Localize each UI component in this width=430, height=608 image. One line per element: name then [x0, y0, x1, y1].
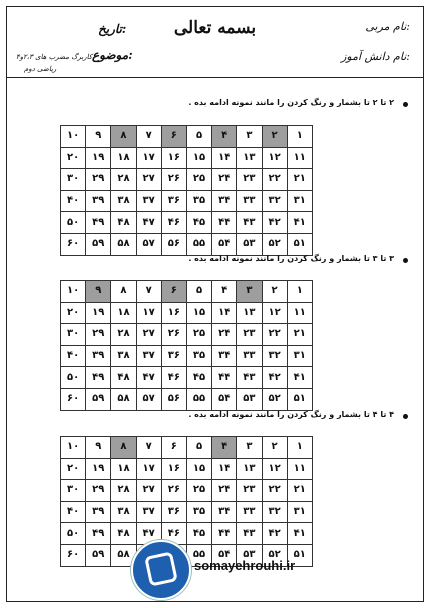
grid-cell[interactable]: ۳۶: [161, 501, 186, 523]
grid-cell[interactable]: ۲۹: [86, 169, 111, 191]
grid-cell[interactable]: ۸: [111, 126, 136, 148]
grid-cell[interactable]: ۸: [111, 281, 136, 303]
grid-cell[interactable]: ۲۶: [161, 480, 186, 502]
grid-cell[interactable]: ۱۱: [287, 302, 312, 324]
grid-cell[interactable]: ۱: [287, 126, 312, 148]
grid-cell[interactable]: ۴۸: [111, 367, 136, 389]
grid-cell[interactable]: ۲: [262, 281, 287, 303]
grid-cell[interactable]: ۴۰: [61, 501, 86, 523]
grid-cell[interactable]: ۴۴: [212, 523, 237, 545]
grid-cell[interactable]: ۷: [136, 126, 161, 148]
grid-cell[interactable]: ۳۹: [86, 501, 111, 523]
grid-cell[interactable]: ۵۲: [262, 388, 287, 410]
grid-cell[interactable]: ۹: [86, 437, 111, 459]
grid-cell[interactable]: ۳۴: [212, 345, 237, 367]
grid-cell[interactable]: ۳۹: [86, 190, 111, 212]
grid-cell[interactable]: ۴۹: [86, 212, 111, 234]
grid-cell[interactable]: ۴۱: [287, 523, 312, 545]
bullet-icon: [403, 102, 408, 107]
grid-cell[interactable]: ۴۸: [111, 212, 136, 234]
grid-cell[interactable]: ۶: [161, 126, 186, 148]
instruction-1: ۲ تا ۲ تا بشمار و رنگ کردن را مانند نمونه ادامه بده .: [188, 98, 394, 107]
grid-cell[interactable]: ۴۰: [61, 190, 86, 212]
grid-cell[interactable]: ۳۸: [111, 190, 136, 212]
grid-cell[interactable]: ۳۵: [186, 190, 211, 212]
grid-cell[interactable]: ۴۱: [287, 367, 312, 389]
grid-cell[interactable]: ۴۸: [111, 523, 136, 545]
grid-cell[interactable]: ۲۸: [111, 480, 136, 502]
grid-cell[interactable]: ۱۶: [161, 147, 186, 169]
grid-cell[interactable]: ۴۲: [262, 212, 287, 234]
grid-cell[interactable]: ۱۹: [86, 458, 111, 480]
grid-cell[interactable]: ۲۹: [86, 480, 111, 502]
grid-cell[interactable]: ۳: [237, 437, 262, 459]
grid-cell[interactable]: ۴۰: [61, 345, 86, 367]
grid-cell[interactable]: ۵۲: [262, 233, 287, 255]
grid-cell[interactable]: ۳۴: [212, 501, 237, 523]
grid-cell[interactable]: ۳۷: [136, 190, 161, 212]
grid-cell[interactable]: ۲۱: [287, 480, 312, 502]
grid-cell[interactable]: ۲۵: [186, 169, 211, 191]
grid-cell[interactable]: ۲۵: [186, 324, 211, 346]
grid-cell[interactable]: ۱۲: [262, 147, 287, 169]
instruction-2: ۳ تا ۳ تا بشمار و رنگ کردن را مانند نمونه ادامه بده .: [188, 254, 394, 263]
grid-cell[interactable]: ۵۸: [111, 388, 136, 410]
website-url[interactable]: somayehrouhi.ir: [194, 558, 296, 573]
grid-cell[interactable]: ۱۴: [212, 302, 237, 324]
grid-cell[interactable]: ۱۷: [136, 147, 161, 169]
table-row: [61, 437, 313, 459]
grid-cell[interactable]: ۲۳: [237, 169, 262, 191]
grid-cell[interactable]: ۴۵: [186, 212, 211, 234]
bullet-icon: [403, 258, 408, 263]
grid-cell[interactable]: ۷: [136, 437, 161, 459]
number-grid-1: [60, 125, 313, 256]
worksheet-header: [6, 6, 424, 78]
grid-cell[interactable]: ۱۱: [287, 458, 312, 480]
grid-cell[interactable]: ۵۱: [287, 233, 312, 255]
grid-cell[interactable]: ۲۴: [212, 480, 237, 502]
number-grid-3: [60, 436, 313, 567]
table-row: [61, 302, 313, 324]
grid-cell[interactable]: ۵۹: [86, 544, 111, 566]
grid-cell[interactable]: ۳۹: [86, 345, 111, 367]
grid-cell[interactable]: ۳: [237, 126, 262, 148]
grid-cell[interactable]: ۳۶: [161, 190, 186, 212]
grid-cell[interactable]: ۶: [161, 437, 186, 459]
grid-cell[interactable]: ۴۲: [262, 367, 287, 389]
table-row: [61, 388, 313, 410]
grid-cell[interactable]: ۱۶: [161, 302, 186, 324]
grid-cell[interactable]: ۲۶: [161, 169, 186, 191]
grid-cell[interactable]: ۳: [237, 281, 262, 303]
grid-cell[interactable]: ۳۲: [262, 345, 287, 367]
grid-cell[interactable]: ۳۷: [136, 501, 161, 523]
grid-cell[interactable]: ۱۱: [287, 147, 312, 169]
grid-cell[interactable]: ۱۵: [186, 458, 211, 480]
grid-cell[interactable]: ۲۸: [111, 169, 136, 191]
grid-cell[interactable]: ۶۰: [61, 388, 86, 410]
grid-cell[interactable]: ۱۶: [161, 458, 186, 480]
grid-cell[interactable]: ۵۷: [136, 233, 161, 255]
grid-cell[interactable]: ۲۴: [212, 169, 237, 191]
grid-cell[interactable]: ۲۷: [136, 480, 161, 502]
grid-cell[interactable]: ۴۹: [86, 523, 111, 545]
grid-cell[interactable]: ۱۰: [61, 126, 86, 148]
grid-cell[interactable]: ۲۳: [237, 324, 262, 346]
grid-cell[interactable]: ۵۱: [287, 544, 312, 566]
table-row: [61, 345, 313, 367]
table-row: [61, 233, 313, 255]
grid-cell[interactable]: ۹: [86, 126, 111, 148]
grid-cell[interactable]: ۵۴: [212, 544, 237, 566]
grid-cell[interactable]: ۴۲: [262, 523, 287, 545]
date-label: تاریخ:: [98, 22, 127, 36]
grid-cell[interactable]: ۱۷: [136, 302, 161, 324]
table-row: [61, 169, 313, 191]
grid-cell[interactable]: ۳۷: [136, 345, 161, 367]
grid-cell[interactable]: ۵۷: [136, 388, 161, 410]
grid-cell[interactable]: ۵۰: [61, 212, 86, 234]
grid-cell[interactable]: ۴۳: [237, 212, 262, 234]
grid-cell[interactable]: ۳۰: [61, 324, 86, 346]
grid-cell[interactable]: ۴۹: [86, 367, 111, 389]
grid-cell[interactable]: ۵۶: [161, 388, 186, 410]
grid-cell[interactable]: ۱۴: [212, 147, 237, 169]
grid-cell[interactable]: ۳۴: [212, 190, 237, 212]
grid-cell[interactable]: ۲۴: [212, 324, 237, 346]
grid-cell[interactable]: ۱۸: [111, 458, 136, 480]
number-grid-2: [60, 280, 313, 411]
grid-cell[interactable]: ۴۵: [186, 367, 211, 389]
grid-cell[interactable]: ۴: [212, 437, 237, 459]
grid-cell[interactable]: ۲۷: [136, 324, 161, 346]
grid-cell[interactable]: ۱۵: [186, 302, 211, 324]
grid-cell[interactable]: ۲۶: [161, 324, 186, 346]
grid-cell[interactable]: ۳۶: [161, 345, 186, 367]
table-row: [61, 501, 313, 523]
grid-cell[interactable]: ۲۲: [262, 480, 287, 502]
number-table: [60, 436, 313, 567]
grid-cell[interactable]: ۱: [287, 281, 312, 303]
grid-cell[interactable]: ۵: [186, 437, 211, 459]
grid-cell[interactable]: ۵۶: [161, 233, 186, 255]
grid-cell[interactable]: ۲۰: [61, 147, 86, 169]
grid-cell[interactable]: ۵۵: [186, 233, 211, 255]
grid-cell[interactable]: ۳۳: [237, 501, 262, 523]
grid-cell[interactable]: ۱۹: [86, 147, 111, 169]
subject-label: موضوع:: [92, 48, 133, 62]
grid-cell[interactable]: ۲۰: [61, 302, 86, 324]
grid-cell[interactable]: ۵۵: [186, 544, 211, 566]
grid-cell[interactable]: ۵۴: [212, 233, 237, 255]
grid-cell[interactable]: ۴۷: [136, 367, 161, 389]
grid-cell[interactable]: ۱۲: [262, 302, 287, 324]
teacher-name-label: نام مربی:: [365, 20, 410, 33]
grid-cell[interactable]: ۱۳: [237, 458, 262, 480]
grid-cell[interactable]: ۵۳: [237, 388, 262, 410]
table-row: [61, 480, 313, 502]
table-row: [61, 147, 313, 169]
grid-cell[interactable]: ۵۳: [237, 233, 262, 255]
grid-cell[interactable]: ۵۹: [86, 233, 111, 255]
grid-cell[interactable]: ۴: [212, 281, 237, 303]
grid-cell[interactable]: ۵۰: [61, 367, 86, 389]
table-row: [61, 367, 313, 389]
grid-cell[interactable]: ۲۱: [287, 169, 312, 191]
grid-cell[interactable]: ۴۴: [212, 367, 237, 389]
grid-cell[interactable]: ۲۲: [262, 324, 287, 346]
grid-cell[interactable]: ۴۶: [161, 367, 186, 389]
grid-cell[interactable]: ۴۳: [237, 523, 262, 545]
grid-cell[interactable]: ۳۳: [237, 190, 262, 212]
grid-cell[interactable]: ۲۹: [86, 324, 111, 346]
grid-cell[interactable]: ۳۱: [287, 345, 312, 367]
grid-cell[interactable]: ۲۳: [237, 480, 262, 502]
grid-cell[interactable]: ۱۸: [111, 147, 136, 169]
grid-cell[interactable]: ۶۰: [61, 544, 86, 566]
grid-cell[interactable]: ۴۵: [186, 523, 211, 545]
grid-cell[interactable]: ۳۵: [186, 501, 211, 523]
grid-cell[interactable]: ۲۰: [61, 458, 86, 480]
grid-cell[interactable]: ۱۰: [61, 437, 86, 459]
grid-cell[interactable]: ۲۲: [262, 169, 287, 191]
grid-cell[interactable]: ۵: [186, 126, 211, 148]
grid-cell[interactable]: ۶: [161, 281, 186, 303]
grid-cell[interactable]: ۲: [262, 126, 287, 148]
number-table: [60, 280, 313, 411]
grid-cell[interactable]: ۱۸: [111, 302, 136, 324]
grid-cell[interactable]: ۴۷: [136, 523, 161, 545]
grid-cell[interactable]: ۱۳: [237, 147, 262, 169]
table-row: [61, 458, 313, 480]
grid-cell[interactable]: ۵۱: [287, 388, 312, 410]
grid-cell[interactable]: ۵۵: [186, 388, 211, 410]
grid-cell[interactable]: ۳۲: [262, 190, 287, 212]
grid-cell[interactable]: ۴۱: [287, 212, 312, 234]
grid-cell[interactable]: ۲: [262, 437, 287, 459]
grid-cell[interactable]: ۴۳: [237, 367, 262, 389]
table-row: [61, 190, 313, 212]
grid-cell[interactable]: ۳۳: [237, 345, 262, 367]
grid-cell[interactable]: ۳۸: [111, 501, 136, 523]
grid-cell[interactable]: ۴۶: [161, 212, 186, 234]
table-row: [61, 324, 313, 346]
grid-cell[interactable]: ۱۵: [186, 147, 211, 169]
table-row: [61, 126, 313, 148]
grid-cell[interactable]: ۲۱: [287, 324, 312, 346]
bullet-icon: [403, 414, 408, 419]
grid-cell[interactable]: ۸: [111, 437, 136, 459]
student-name-label: نام دانش آموز:: [341, 50, 410, 63]
grid-cell[interactable]: ۵۲: [262, 544, 287, 566]
grid-cell[interactable]: ۴: [212, 126, 237, 148]
grid-cell[interactable]: ۳۵: [186, 345, 211, 367]
table-row: [61, 212, 313, 234]
grid-cell[interactable]: ۷: [136, 281, 161, 303]
grid-cell[interactable]: ۴۷: [136, 212, 161, 234]
grid-cell[interactable]: ۳۱: [287, 190, 312, 212]
publisher-logo-icon: [131, 540, 191, 600]
grid-cell[interactable]: ۱۴: [212, 458, 237, 480]
grid-cell[interactable]: ۱: [287, 437, 312, 459]
subject-line-2: ریاضی دوم: [24, 65, 57, 73]
grid-cell[interactable]: ۳۰: [61, 480, 86, 502]
grid-cell[interactable]: ۱۳: [237, 302, 262, 324]
grid-cell[interactable]: ۵۴: [212, 388, 237, 410]
grid-cell[interactable]: ۱۰: [61, 281, 86, 303]
grid-cell[interactable]: ۳۸: [111, 345, 136, 367]
grid-cell[interactable]: ۵۸: [111, 544, 136, 566]
grid-cell[interactable]: ۵۹: [86, 388, 111, 410]
grid-cell[interactable]: ۳۱: [287, 501, 312, 523]
grid-cell[interactable]: ۴۴: [212, 212, 237, 234]
grid-cell[interactable]: ۵۳: [237, 544, 262, 566]
table-row: [61, 281, 313, 303]
grid-cell[interactable]: ۹: [86, 281, 111, 303]
subject-line-1: کاربرگ مضرب های ۲،۳و۴: [16, 53, 93, 61]
grid-cell[interactable]: ۵: [186, 281, 211, 303]
grid-cell[interactable]: ۵۰: [61, 523, 86, 545]
grid-cell[interactable]: ۶۰: [61, 233, 86, 255]
instruction-3: ۴ تا ۴ تا بشمار و رنگ کردن را مانند نمونه ادامه بده .: [188, 410, 394, 419]
grid-cell[interactable]: ۳۲: [262, 501, 287, 523]
number-table: [60, 125, 313, 256]
grid-cell[interactable]: ۲۸: [111, 324, 136, 346]
grid-cell[interactable]: ۲۵: [186, 480, 211, 502]
grid-cell[interactable]: ۲۷: [136, 169, 161, 191]
page-title: بسمه تعالی: [173, 18, 257, 38]
grid-cell[interactable]: ۱۲: [262, 458, 287, 480]
grid-cell[interactable]: ۵۸: [111, 233, 136, 255]
grid-cell[interactable]: ۳۰: [61, 169, 86, 191]
grid-cell[interactable]: ۴۶: [161, 523, 186, 545]
table-row: [61, 523, 313, 545]
grid-cell[interactable]: ۱۹: [86, 302, 111, 324]
grid-cell[interactable]: ۱۷: [136, 458, 161, 480]
